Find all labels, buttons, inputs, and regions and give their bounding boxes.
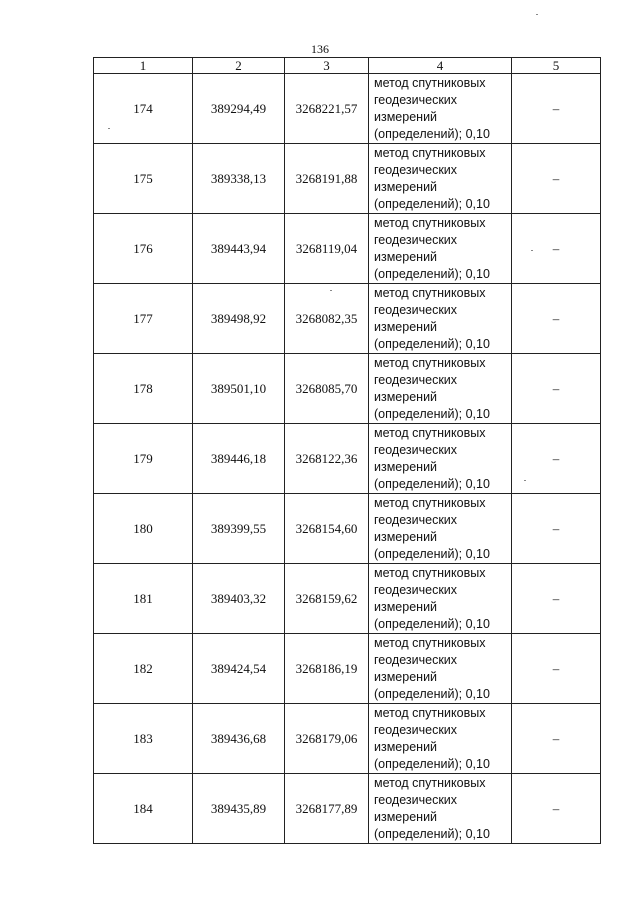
coordinate-y-cell: 3268085,70 — [285, 354, 369, 424]
method-line: (определений); 0,10 — [374, 406, 490, 421]
method-line: измерений — [374, 249, 438, 264]
column-header: 2 — [193, 58, 285, 74]
method-line: (определений); 0,10 — [374, 196, 490, 211]
coordinate-x-cell: 389443,94 — [193, 214, 285, 284]
table-row — [94, 424, 601, 494]
method-line: измерений — [374, 809, 438, 824]
table-row — [94, 74, 601, 144]
note-cell: – — [512, 144, 601, 214]
method-cell — [369, 354, 512, 424]
table-row — [94, 634, 601, 704]
coordinate-x-cell: 389294,49 — [193, 74, 285, 144]
coordinate-x-cell: 389399,55 — [193, 494, 285, 564]
coordinate-y-cell: 3268191,88 — [285, 144, 369, 214]
method-cell — [369, 704, 512, 774]
table-body — [94, 58, 601, 844]
method-line: измерений — [374, 179, 438, 194]
method-line: метод спутниковых — [374, 355, 486, 370]
method-line: метод спутниковых — [374, 145, 486, 160]
table-row — [94, 774, 601, 844]
point-number-cell: 183 — [94, 704, 193, 774]
coordinate-x-cell: 389436,68 — [193, 704, 285, 774]
point-number-cell: 181 — [94, 564, 193, 634]
table-row — [94, 354, 601, 424]
method-line: измерений — [374, 739, 438, 754]
method-line: (определений); 0,10 — [374, 336, 490, 351]
method-line: метод спутниковых — [374, 75, 486, 90]
note-cell: – — [512, 774, 601, 844]
method-line: измерений — [374, 109, 438, 124]
method-line: измерений — [374, 459, 438, 474]
note-cell: – — [512, 704, 601, 774]
coordinate-x-cell: 389446,18 — [193, 424, 285, 494]
scan-speck — [536, 14, 538, 15]
note-cell: – — [512, 74, 601, 144]
method-line: (определений); 0,10 — [374, 616, 490, 631]
method-line: геодезических — [374, 372, 458, 387]
scan-speck — [531, 250, 533, 251]
point-number-cell: 179 — [94, 424, 193, 494]
method-line: метод спутниковых — [374, 565, 486, 580]
method-line: измерений — [374, 389, 438, 404]
coordinate-y-cell: 3268177,89 — [285, 774, 369, 844]
method-line: (определений); 0,10 — [374, 756, 490, 771]
method-line: (определений); 0,10 — [374, 546, 490, 561]
method-line: измерений — [374, 529, 438, 544]
column-header: 1 — [94, 58, 193, 74]
coordinate-y-cell: 3268186,19 — [285, 634, 369, 704]
point-number-cell: 180 — [94, 494, 193, 564]
column-header: 5 — [512, 58, 601, 74]
table-header-row — [94, 58, 601, 74]
method-line: метод спутниковых — [374, 215, 486, 230]
method-cell — [369, 774, 512, 844]
method-line: метод спутниковых — [374, 775, 486, 790]
coordinate-x-cell: 389498,92 — [193, 284, 285, 354]
coordinate-y-cell: 3268159,62 — [285, 564, 369, 634]
point-number-cell: 175 — [94, 144, 193, 214]
method-cell — [369, 424, 512, 494]
coordinate-y-cell: 3268221,57 — [285, 74, 369, 144]
method-line: (определений); 0,10 — [374, 826, 490, 841]
point-number-cell: 182 — [94, 634, 193, 704]
method-line: метод спутниковых — [374, 495, 486, 510]
method-cell — [369, 144, 512, 214]
method-line: (определений); 0,10 — [374, 686, 490, 701]
coordinates-table — [93, 57, 601, 844]
method-line: (определений); 0,10 — [374, 126, 490, 141]
note-cell: – — [512, 494, 601, 564]
point-number-cell: 174 — [94, 74, 193, 144]
method-line: геодезических — [374, 652, 458, 667]
table-row — [94, 564, 601, 634]
table-row — [94, 144, 601, 214]
method-line: геодезических — [374, 442, 458, 457]
method-line: измерений — [374, 319, 438, 334]
method-cell — [369, 564, 512, 634]
method-cell — [369, 634, 512, 704]
table-row — [94, 284, 601, 354]
method-line: геодезических — [374, 302, 458, 317]
method-line: геодезических — [374, 722, 458, 737]
table-row — [94, 704, 601, 774]
method-line: геодезических — [374, 162, 458, 177]
method-cell — [369, 74, 512, 144]
scan-speck — [108, 128, 110, 129]
method-line: метод спутниковых — [374, 285, 486, 300]
coordinate-y-cell: 3268122,36 — [285, 424, 369, 494]
coordinate-y-cell: 3268154,60 — [285, 494, 369, 564]
note-cell: – — [512, 214, 601, 284]
method-line: геодезических — [374, 582, 458, 597]
method-line: геодезических — [374, 792, 458, 807]
coordinate-x-cell: 389424,54 — [193, 634, 285, 704]
note-cell: – — [512, 634, 601, 704]
page-number: 136 — [311, 42, 329, 56]
method-cell — [369, 284, 512, 354]
note-cell: – — [512, 284, 601, 354]
method-cell — [369, 494, 512, 564]
coordinate-y-cell: 3268082,35 — [285, 284, 369, 354]
coordinate-x-cell: 389338,13 — [193, 144, 285, 214]
method-line: метод спутниковых — [374, 705, 486, 720]
point-number-cell: 177 — [94, 284, 193, 354]
note-cell: – — [512, 424, 601, 494]
coordinate-x-cell: 389435,89 — [193, 774, 285, 844]
method-line: метод спутниковых — [374, 425, 486, 440]
method-line: измерений — [374, 669, 438, 684]
column-header: 3 — [285, 58, 369, 74]
note-cell: – — [512, 354, 601, 424]
scan-speck — [330, 290, 332, 291]
note-cell: – — [512, 564, 601, 634]
column-header: 4 — [369, 58, 512, 74]
point-number-cell: 178 — [94, 354, 193, 424]
table-row — [94, 494, 601, 564]
coordinate-x-cell: 389403,32 — [193, 564, 285, 634]
point-number-cell: 184 — [94, 774, 193, 844]
method-line: измерений — [374, 599, 438, 614]
point-number-cell: 176 — [94, 214, 193, 284]
coordinate-x-cell: 389501,10 — [193, 354, 285, 424]
table-row — [94, 214, 601, 284]
method-line: геодезических — [374, 232, 458, 247]
method-cell — [369, 214, 512, 284]
method-line: геодезических — [374, 92, 458, 107]
method-line: метод спутниковых — [374, 635, 486, 650]
method-line: (определений); 0,10 — [374, 266, 490, 281]
method-line: (определений); 0,10 — [374, 476, 490, 491]
coordinate-y-cell: 3268179,06 — [285, 704, 369, 774]
coordinate-y-cell: 3268119,04 — [285, 214, 369, 284]
method-line: геодезических — [374, 512, 458, 527]
scan-speck — [524, 480, 526, 481]
